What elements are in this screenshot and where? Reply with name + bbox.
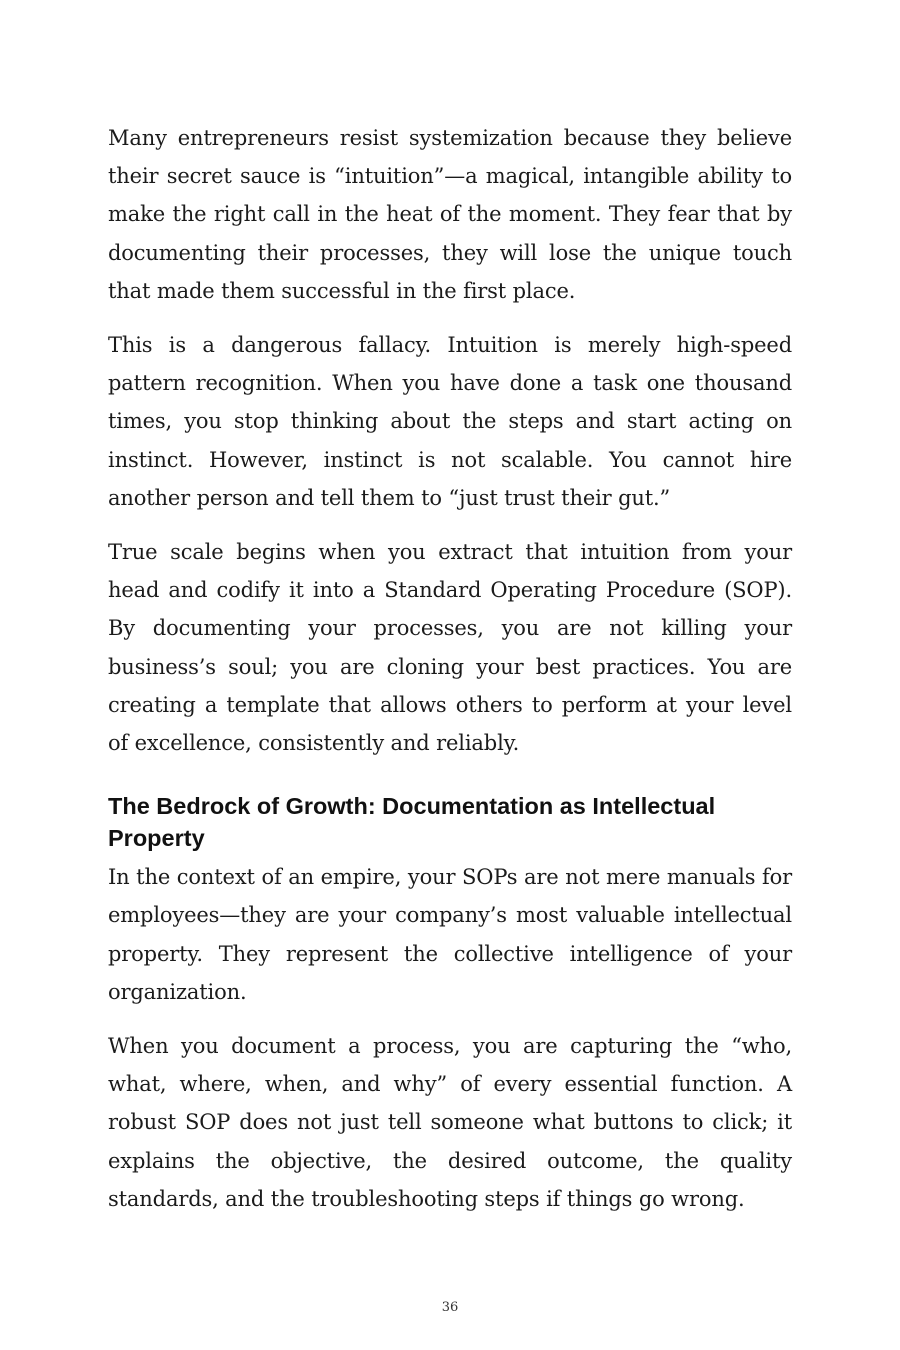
page-number: 36 (441, 1300, 459, 1315)
paragraph-intuition: Many entrepreneurs resist systemization because they believe their secret sauce is “intuition”—a magical, intangible ability to make the right call in the heat of the moment. They fear that by documenting their processes, they will lose the unique touch that made them successful in the first place. (108, 126, 792, 303)
section-heading: The Bedrock of Growth: Documentation as Intellectual Property (108, 793, 716, 852)
paragraph-empire-context: In the context of an empire, your SOPs are not mere manuals for employees—they are your company’s most valuable intellectual property. They represent the collective intelligence of your organization. (108, 865, 792, 1004)
paragraph-true-scale: True scale begins when you extract that intuition from your head and codify it into a Standard Operating Procedure (SOP). By documenting your processes, you are not killing your business’s soul; you are cloning your best practices. You are creating a template that allows others to perform at your level of excellence, consistently and reliably. (108, 540, 792, 756)
paragraph-fallacy: This is a dangerous fallacy. Intuition is merely high-speed pattern recognition. When you have done a task one thousand times, you stop thinking about the steps and start acting on instinct. However, instinct is not scalable. You cannot hire another person and tell them to “just trust their gut.” (108, 333, 792, 510)
paragraph-document-process: When you document a process, you are capturing the “who, what, where, when, and why” of every essential function. A robust SOP does not just tell someone what buttons to click; it explains the objective, the desired outcome, the quality standards, and the troubleshooting steps if things go wrong. (108, 1034, 792, 1211)
page-content (108, 119, 792, 1234)
